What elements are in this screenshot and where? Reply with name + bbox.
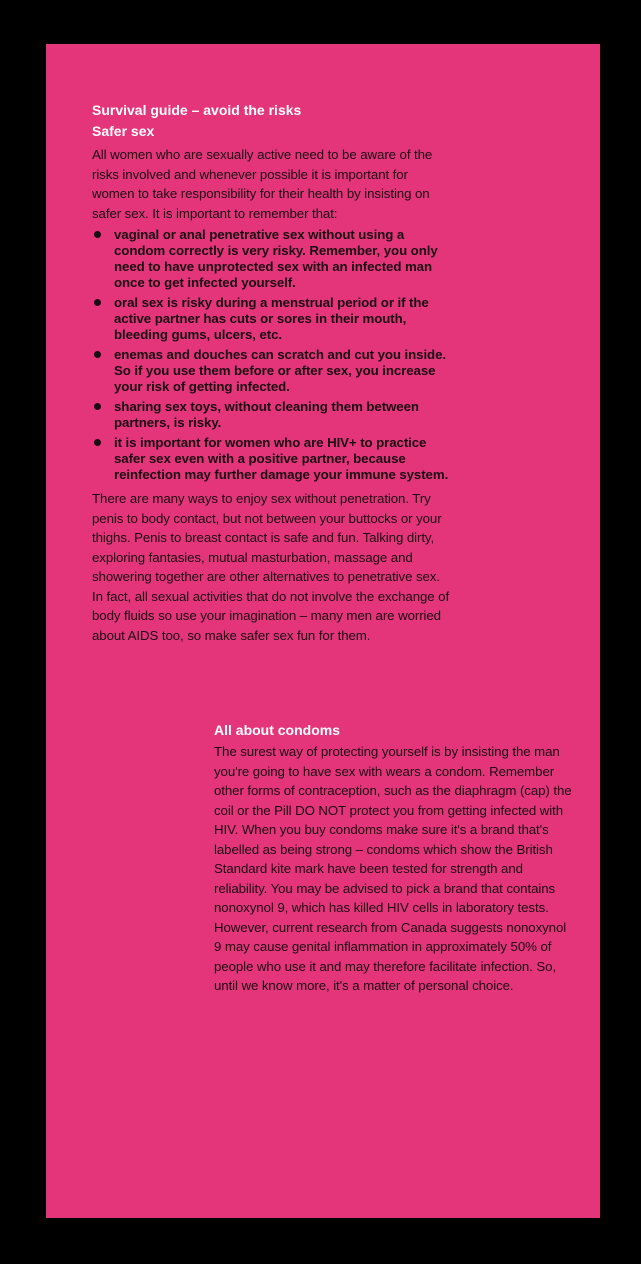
bullet-icon [94, 231, 101, 238]
list-item-text: vaginal or anal penetrative sex without using a condom correctly is very risky. Remember, you only need to have unprotected sex with an infected man once to get infected yourself. [114, 227, 438, 290]
leaflet-page [46, 44, 600, 1218]
list-item-text: enemas and douches can scratch and cut you inside. So if you use them before or after sex, you increase your risk of getting infected. [114, 347, 446, 394]
list-item [92, 399, 452, 431]
bullet-icon [94, 351, 101, 358]
alternatives-paragraph: There are many ways to enjoy sex without penetration. Try penis to body contact, but not between your buttocks or your thighs. Penis to breast contact is safe and fun. Talking dirty, exploring fantasies, mutual masturbation, massage and showering together are other alternatives to penetrative sex. In fact, all sexual activities that do not involve the exchange of body fluids so use your imagination – many men are worried about AIDS too, so make safer sex fun for them. [92, 491, 450, 643]
section-title: Survival guide – avoid the risks [92, 102, 302, 118]
condoms-paragraph: The surest way of protecting yourself is by insisting the man you're going to have sex with wears a condom. Remember other forms of contraception, such as the diaphragm (cap) the coil or the Pill DO NOT protect you from getting infected with HIV. When you buy condoms make sure it's a brand that's labelled as being strong – condoms which show the British Standard kite mark have been tested for strength and reliability. You may be advised to pick a brand that contains nonoxynol 9, which has killed HIV cells in laboratory tests. However, current research from Canada suggests nonoxynol 9 may cause genital inflammation in approximately 50% of people who use it and may therefore facilitate infection. So, until we know more, it's a matter of personal choice. [214, 744, 572, 993]
bullet-icon [94, 439, 101, 446]
safer-sex-section [92, 100, 452, 645]
subsection-title: Safer sex [92, 123, 155, 139]
list-item [92, 227, 452, 291]
list-item [92, 347, 452, 395]
list-item-text: it is important for women who are HIV+ to practice safer sex even with a positive partner, because reinfection may further damage your immune system. [114, 435, 449, 482]
intro-paragraph: All women who are sexually active need to be aware of the risks involved and whenever possible it is important for women to take responsibility for their health by insisting on safer sex. It is important to remember that: [92, 147, 433, 221]
list-item [92, 435, 452, 483]
bullet-icon [94, 403, 101, 410]
risk-list [92, 227, 452, 483]
list-item [92, 295, 452, 343]
condoms-section [214, 720, 572, 996]
condoms-title: All about condoms [214, 722, 340, 738]
list-item-text: oral sex is risky during a menstrual period or if the active partner has cuts or sores in their mouth, bleeding gums, ulcers, etc. [114, 295, 429, 342]
list-item-text: sharing sex toys, without cleaning them between partners, is risky. [114, 399, 419, 430]
bullet-icon [94, 299, 101, 306]
